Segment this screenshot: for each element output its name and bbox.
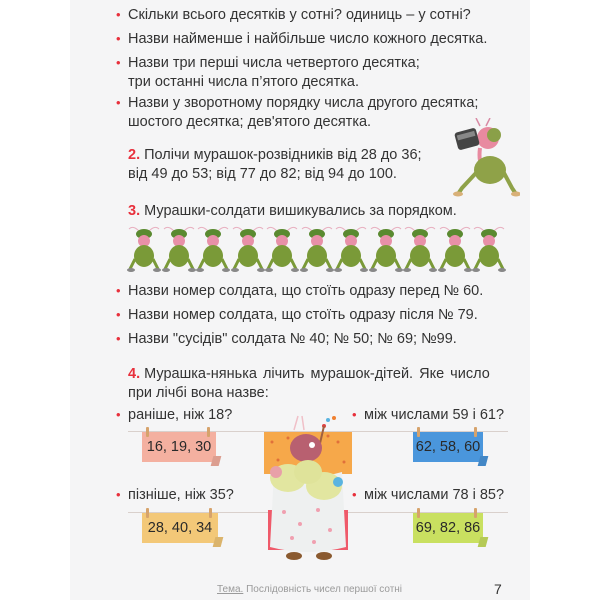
question-item xyxy=(116,405,232,425)
question-item xyxy=(352,485,504,505)
bullet-dot: • xyxy=(116,55,121,70)
answer-card[interactable] xyxy=(413,432,483,462)
topic-label: Тема. xyxy=(217,584,244,595)
footer-topic xyxy=(217,584,402,595)
clothespin xyxy=(474,427,477,437)
soldier-ant-icon xyxy=(162,225,196,275)
card-values: 28, 40, 34 xyxy=(147,520,213,536)
soldier-ant-icon xyxy=(334,225,368,275)
bullet-text: Назви у зворотному порядку числа другого десятка; xyxy=(128,95,479,111)
bullet-item xyxy=(116,53,420,92)
page-number: 7 xyxy=(494,581,502,597)
soldier-ant-icon xyxy=(369,225,403,275)
card-values: 16, 19, 30 xyxy=(146,439,212,455)
bullet-item xyxy=(116,305,478,325)
clothespin xyxy=(146,508,149,518)
bullet-item xyxy=(116,5,471,25)
topic-text: Послідовність чисел першої сотні xyxy=(246,584,403,595)
soldier-ant-icon xyxy=(127,225,161,275)
bullet-text: Назви найменше і найбільше число кожного десятка. xyxy=(128,31,488,47)
answer-card[interactable] xyxy=(142,513,218,543)
task-text: Мурашки-солдати вишикувались за порядком. xyxy=(144,203,457,219)
bullet-text: Назви три перші числа четвертого десятка; xyxy=(128,55,420,71)
task-text: Полічи мурашок-розвідників від 28 до 36; xyxy=(144,147,422,163)
soldier-ant-icon xyxy=(300,225,334,275)
card-values: 62, 58, 60 xyxy=(415,439,481,455)
soldier-ant-icon xyxy=(231,225,265,275)
bullet-dot: • xyxy=(116,331,121,346)
answer-card[interactable] xyxy=(413,513,483,543)
bullet-item xyxy=(116,29,487,49)
clothespin xyxy=(209,508,212,518)
clothespin xyxy=(474,508,477,518)
nanny-ant-illustration xyxy=(258,412,358,562)
bullet-dot: • xyxy=(352,487,357,502)
clothespin xyxy=(417,508,420,518)
task-text: Мурашка-нянька лічить мурашок-дітей. Яке число xyxy=(144,366,490,382)
bullet-dot: • xyxy=(116,407,121,422)
question-text: раніше, ніж 18? xyxy=(128,407,233,423)
task-number: 2. xyxy=(128,147,141,163)
task-number: 4. xyxy=(128,366,141,382)
bullet-dot: • xyxy=(352,407,357,422)
scout-ant-illustration xyxy=(450,118,520,198)
bullet-text: Назви "сусідів" солдата № 40; № 50; № 69; №99. xyxy=(128,331,457,347)
task-2 xyxy=(128,146,422,184)
bullet-text-continued: три останні числа п’ятого десятка. xyxy=(128,74,359,90)
clothespin xyxy=(207,427,210,437)
task-3 xyxy=(128,202,457,221)
bullet-text-continued: шостого десятка; дев'ятого десятка. xyxy=(128,114,372,130)
soldier-ant-icon xyxy=(403,225,437,275)
bullet-item xyxy=(116,281,483,301)
task-number: 3. xyxy=(128,203,141,219)
bullet-dot: • xyxy=(116,307,121,322)
bullet-dot: • xyxy=(116,283,121,298)
bullet-text: Скільки всього десятків у сотні? одиниць – у сотні? xyxy=(128,7,471,23)
task-4 xyxy=(128,365,490,403)
bullet-text: Назви номер солдата, що стоїть одразу перед № 60. xyxy=(128,283,484,299)
clothespin xyxy=(417,427,420,437)
question-text: пізніше, ніж 35? xyxy=(128,487,234,503)
card-values: 69, 82, 86 xyxy=(415,520,481,536)
task-text-continued: від 49 до 53; від 77 до 82; від 94 до 100. xyxy=(128,166,397,182)
question-item xyxy=(116,485,234,505)
bullet-dot: • xyxy=(116,7,121,22)
question-item xyxy=(352,405,504,425)
soldier-ants-row xyxy=(127,225,507,275)
bullet-item xyxy=(116,329,457,349)
soldier-ant-icon xyxy=(265,225,299,275)
clothespin xyxy=(146,427,149,437)
bullet-dot: • xyxy=(116,31,121,46)
soldier-ant-icon xyxy=(472,225,506,275)
task-text-continued: при лічбі вона назве: xyxy=(128,385,269,401)
question-text: між числами 78 і 85? xyxy=(364,487,505,503)
bullet-dot: • xyxy=(116,487,121,502)
bullet-dot: • xyxy=(116,95,121,110)
bullet-text: Назви номер солдата, що стоїть одразу після № 79. xyxy=(128,307,478,323)
bullet-item xyxy=(116,93,478,132)
question-text: між числами 59 і 61? xyxy=(364,407,505,423)
soldier-ant-icon xyxy=(196,225,230,275)
answer-card[interactable] xyxy=(142,432,216,462)
soldier-ant-icon xyxy=(438,225,472,275)
